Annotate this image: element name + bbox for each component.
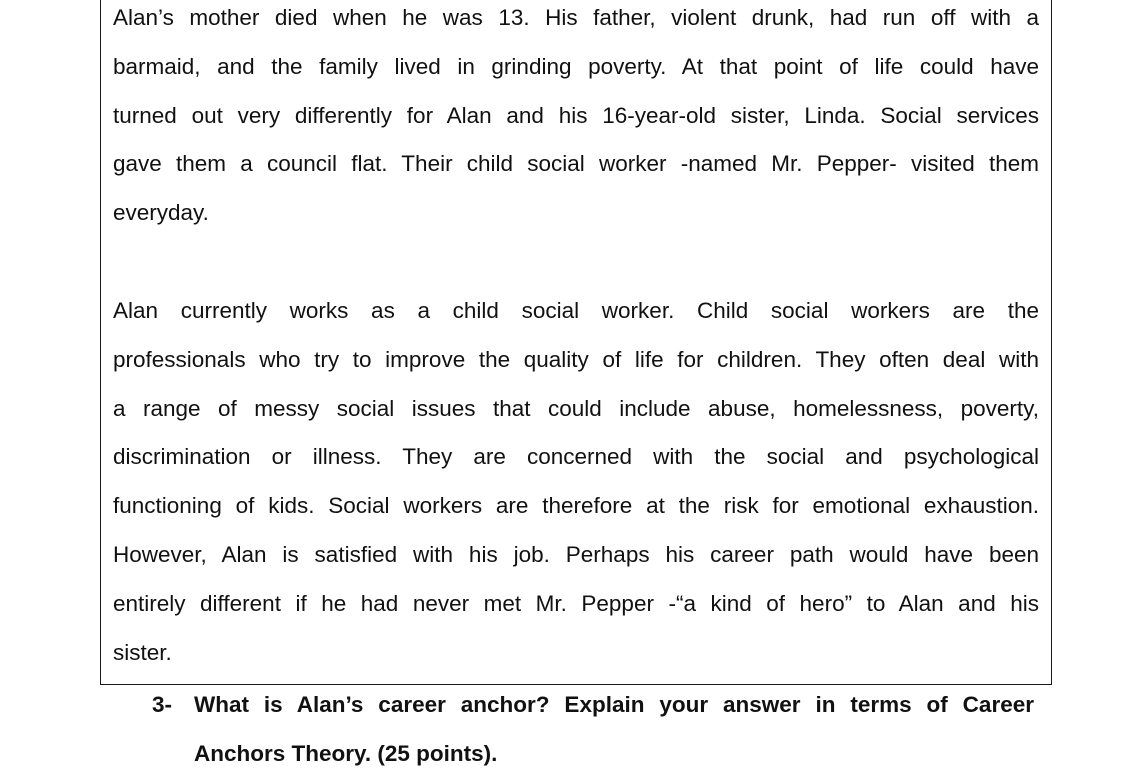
passage-paragraph-2: [113, 287, 1039, 677]
question-line: What is Alan’s career anchor? Explain your answer in terms of Career: [194, 692, 1034, 717]
paragraph-line: functioning of kids. Social workers are therefore at the risk for emotional exhaustion.: [113, 493, 1039, 519]
question-line: Anchors Theory. (25 points).: [194, 740, 498, 766]
paragraph-line: However, Alan is satisfied with his job. Perhaps his career path would have been: [113, 541, 1039, 567]
passage-paragraph-1: [113, 0, 1039, 238]
paragraph-line: professionals who try to improve the quality of life for children. They often deal with: [113, 346, 1039, 372]
paragraph-line: turned out very differently for Alan and his 16-year-old sister, Linda. Social services: [113, 102, 1039, 128]
paragraph-line: barmaid, and the family lived in grinding poverty. At that point of life could have: [113, 53, 1039, 79]
paragraph-line: Alan’s mother died when he was 13. His father, violent drunk, had run off with a: [113, 5, 1039, 30]
paragraph-line: Alan currently works as a child social worker. Child social workers are the: [113, 298, 1039, 323]
paragraph-line: a range of messy social issues that could include abuse, homelessness, poverty,: [113, 395, 1039, 421]
paragraph-line: sister.: [113, 639, 172, 665]
question-number: 3-: [152, 692, 173, 717]
paragraph-line: gave them a council flat. Their child social worker -named Mr. Pepper- visited them: [113, 151, 1039, 177]
paragraph-line: discrimination or illness. They are concerned with the social and psychological: [113, 444, 1039, 470]
question-text: [194, 681, 1034, 779]
paragraph-line: everyday.: [113, 200, 209, 226]
paragraph-line: entirely different if he had never met Mr. Pepper -“a kind of hero” to Alan and his: [113, 590, 1039, 616]
